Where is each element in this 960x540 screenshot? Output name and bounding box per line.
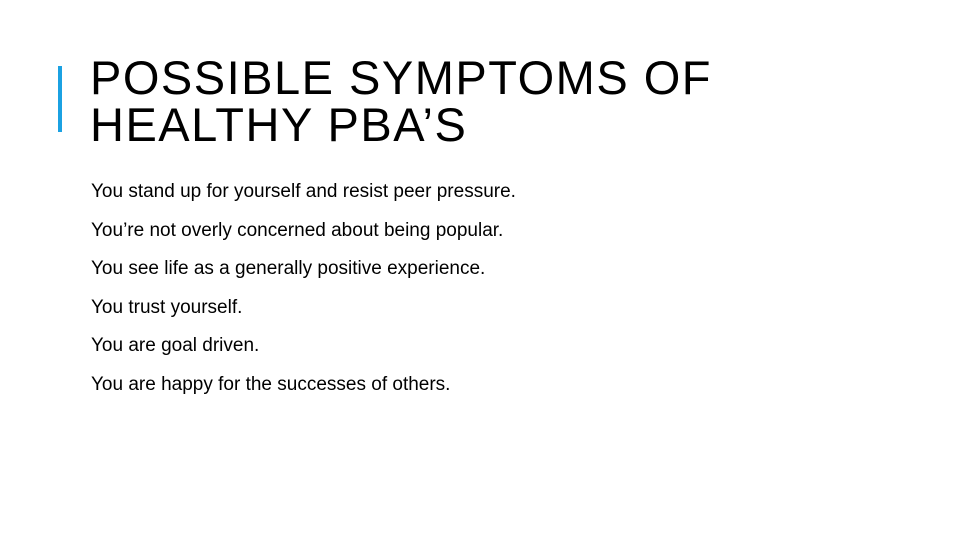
bullet-item-happy-for-others: You are happy for the successes of others. bbox=[91, 373, 451, 395]
slide-title-line-2: HEALTHY PBA’S bbox=[90, 98, 468, 151]
slide-title bbox=[90, 51, 910, 151]
bullet-item-trust-yourself: You trust yourself. bbox=[91, 296, 243, 318]
bullet-item-not-concerned-popular: You’re not overly concerned about being popular. bbox=[91, 219, 504, 241]
bullet-list bbox=[91, 181, 516, 412]
slide-title-line-1: POSSIBLE SYMPTOMS OF bbox=[90, 51, 712, 104]
title-accent-bar bbox=[58, 66, 62, 132]
bullet-item-goal-driven: You are goal driven. bbox=[91, 335, 260, 356]
bullet-item-positive-experience: You see life as a generally positive experience. bbox=[91, 258, 486, 279]
bullet-item-stand-up: You stand up for yourself and resist peer pressure. bbox=[91, 181, 516, 202]
